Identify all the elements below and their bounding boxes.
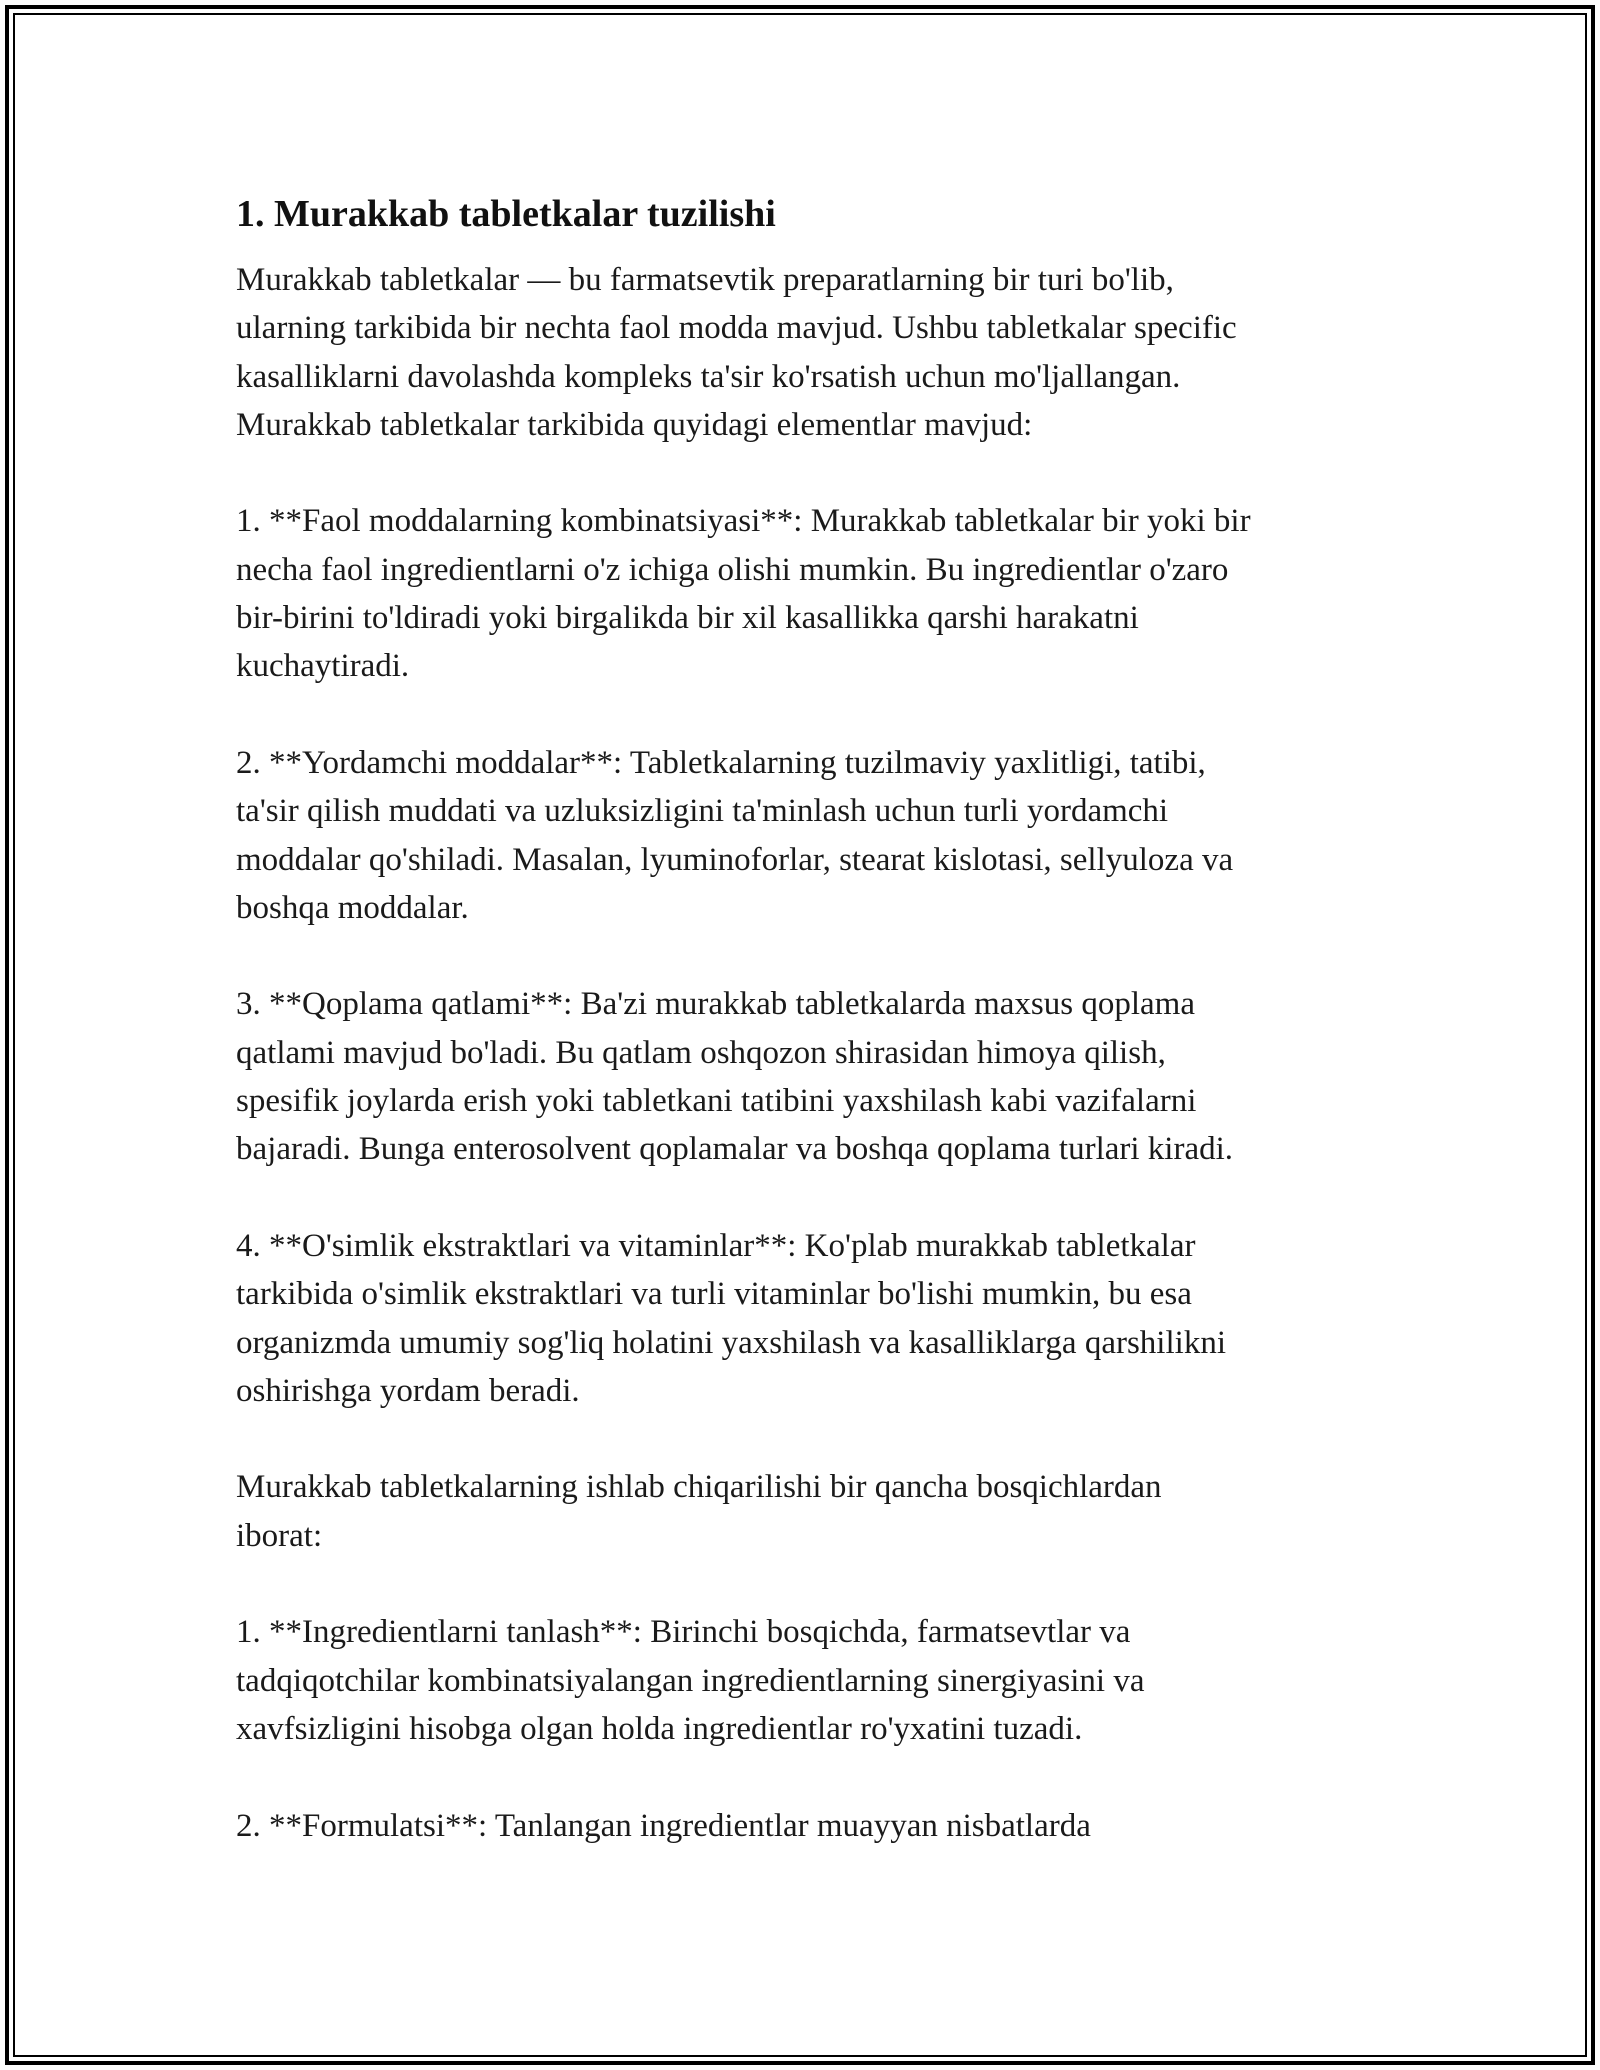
text-line: spesifik joylarda erish yoki tabletkani tatibini yaxshilash kabi vazifalarni — [236, 1083, 1197, 1120]
text-line: xavfsizligini hisobga olgan holda ingredientlar ro'yxatini tuzadi. — [236, 1710, 1083, 1747]
text-line: bajaradi. Bunga enterosolvent qoplamalar va boshqa qoplama turlari kiradi. — [236, 1131, 1234, 1168]
text-line: 2. **Formulatsi**: Tanlangan ingredientlar muayyan nisbatlarda — [236, 1807, 1091, 1844]
text-line: Murakkab tabletkalar — bu farmatsevtik preparatlarning bir turi bo'lib, — [236, 262, 1174, 298]
list-item-active-ingredients — [236, 497, 1376, 690]
text-line: kasalliklarni davolashda kompleks ta'sir ko'rsatish uchun mo'ljallangan. — [236, 358, 1181, 395]
list-item-plant-extracts — [236, 1222, 1376, 1415]
text-line: necha faol ingredientlarni o'z ichiga olishi mumkin. Bu ingredientlar o'zaro — [236, 551, 1229, 588]
list-item-auxiliary-substances — [236, 739, 1376, 932]
step-formulation — [236, 1802, 1376, 1850]
text-line: iborat: — [236, 1517, 323, 1554]
text-line: Murakkab tabletkalarning ishlab chiqarilishi bir qancha bosqichlardan — [236, 1469, 1162, 1506]
document-body — [236, 188, 1376, 1850]
text-line: organizmda umumiy sog'liq holatini yaxshilash va kasalliklarga qarshilikni — [236, 1324, 1226, 1361]
section-heading: 1. Murakkab tabletkalar tuzilishi — [236, 193, 776, 235]
text-line: ularning tarkibida bir nechta faol modda mavjud. Ushbu tabletkalar specific — [236, 310, 1237, 347]
text-line: 2. **Yordamchi moddalar**: Tabletkalarning tuzilmaviy yaxlitligi, tatibi, — [236, 744, 1206, 781]
text-line: 4. **O'simlik ekstraktlari va vitaminlar**: Ko'plab murakkab tabletkalar — [236, 1227, 1196, 1264]
text-line: 1. **Faol moddalarning kombinatsiyasi**: Murakkab tabletkalar bir yoki bir — [236, 503, 1251, 540]
production-intro-paragraph — [236, 1463, 1376, 1560]
intro-paragraph — [236, 256, 1376, 449]
list-item-coating-layer — [236, 980, 1376, 1173]
text-line: 3. **Qoplama qatlami**: Ba'zi murakkab tabletkalarda maxsus qoplama — [236, 986, 1195, 1023]
text-line: ta'sir qilish muddati va uzluksizligini ta'minlash uchun turli yordamchi — [236, 793, 1169, 830]
text-line: boshqa moddalar. — [236, 889, 469, 926]
text-line: kuchaytiradi. — [236, 648, 410, 685]
text-line: 1. **Ingredientlarni tanlash**: Birinchi bosqichda, farmatsevtlar va — [236, 1614, 1131, 1651]
text-line: bir-birini to'ldiradi yoki birgalikda bir xil kasallikka qarshi harakatni — [236, 600, 1139, 637]
text-line: moddalar qo'shiladi. Masalan, lyuminoforlar, stearat kislotasi, sellyuloza va — [236, 841, 1234, 878]
text-line: tarkibida o'simlik ekstraktlari va turli vitaminlar bo'lishi mumkin, bu esa — [236, 1276, 1192, 1313]
text-line: oshirishga yordam beradi. — [236, 1372, 580, 1409]
step-ingredient-selection — [236, 1608, 1376, 1753]
text-line: qatlami mavjud bo'ladi. Bu qatlam oshqozon shirasidan himoya qilish, — [236, 1034, 1166, 1071]
text-line: tadqiqotchilar kombinatsiyalangan ingredientlarning sinergiyasini va — [236, 1662, 1145, 1699]
text-line: Murakkab tabletkalar tarkibida quyidagi elementlar mavjud: — [236, 406, 1033, 443]
